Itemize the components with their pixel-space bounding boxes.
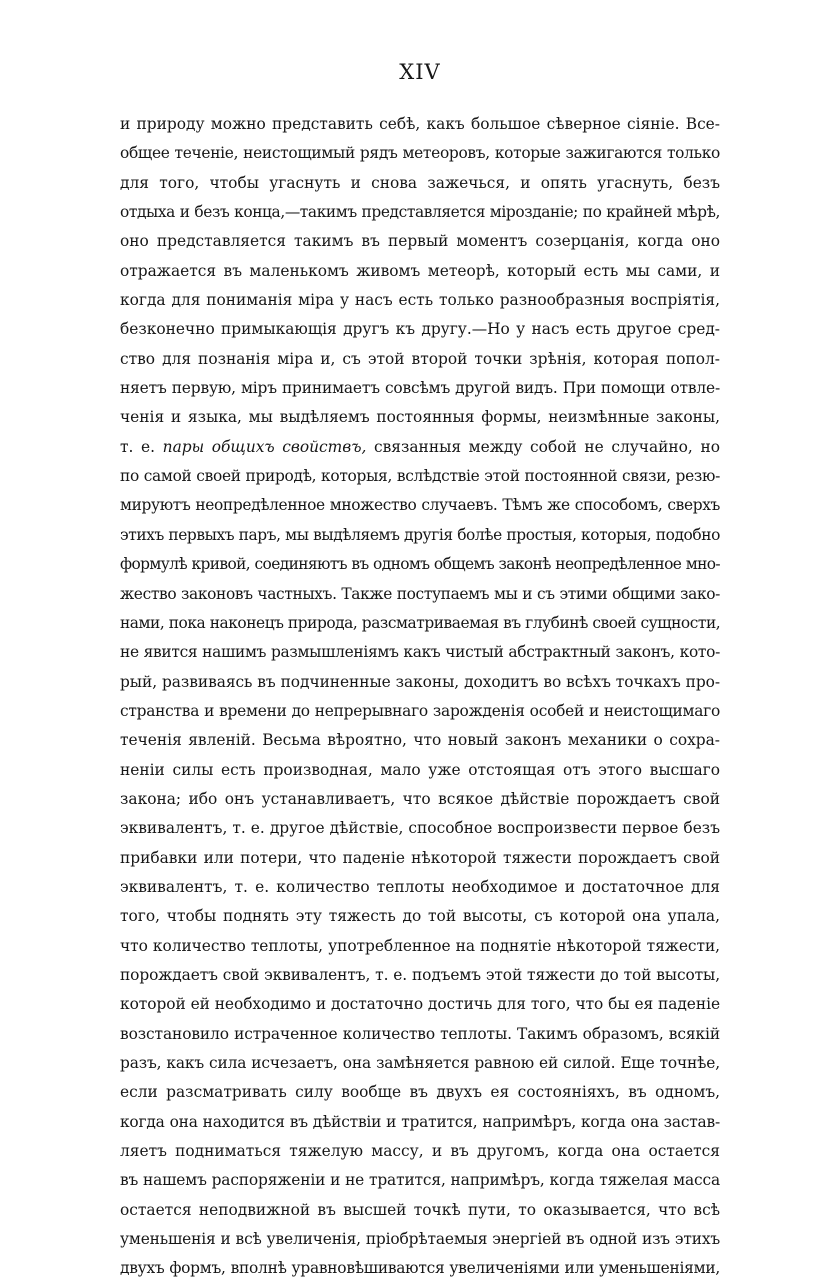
italic-phrase: пары общихъ свойствъ,: [162, 437, 367, 456]
text-line: возстановило истраченное количество теплоты. Такимъ образомъ, всякій: [120, 1024, 720, 1043]
text-line: когда для пониманія міра у насъ есть только разнообразныя воспріятія,: [120, 291, 720, 310]
text-line: эквивалентъ, т. е. количество теплоты необходимое и достаточное для: [120, 877, 720, 896]
text-line: и природу можно представить себѣ, какъ большое сѣверное сіяніе. Все-: [120, 115, 720, 133]
text-line: рый, развиваясь въ подчиненные законы, доходитъ во всѣхъ точкахъ про-: [120, 672, 720, 691]
text-line: няетъ первую, міръ принимаетъ совсѣмъ другой видъ. При помощи отвле-: [120, 379, 720, 398]
text-line: если разсматривать силу вообще въ двухъ ея состояніяхъ, въ одномъ,: [120, 1083, 720, 1102]
body-text: [120, 110, 720, 1284]
text-line: безконечно примыкающія другъ къ другу.—Но у насъ есть другое сред-: [120, 320, 720, 339]
text-line: не явится нашимъ размышленіямъ какъ чистый абстрактный законъ, кото-: [120, 643, 720, 662]
text-line-with-italic: [120, 433, 720, 462]
text-line: остается неподвижной въ высшей точкѣ пути, то оказывается, что всѣ: [120, 1200, 720, 1219]
text-line: которой ей необходимо и достаточно достичь для того, что бы ея паденіе: [120, 995, 720, 1014]
text-line: общее теченіе, неистощимый рядъ метеоровъ, которые зажигаются только: [120, 144, 720, 163]
text-line: что количество теплоты, употребленное на поднятіе нѣкоторой тяжести,: [120, 936, 720, 955]
text-line: отражается въ маленькомъ живомъ метеорѣ, который есть мы сами, и: [120, 261, 720, 280]
text-line: разъ, какъ сила исчезаетъ, она замѣняется равною ей силой. Еще точнѣе,: [120, 1054, 720, 1072]
text-line: двухъ формъ, вполнѣ уравновѣшиваются увеличеніями или уменьшеніями,: [120, 1259, 720, 1278]
text-line: странства и времени до непрерывнаго зарожденія особей и неистощимаго: [120, 701, 720, 720]
text-line: въ нашемъ распоряженіи и не тратится, напримѣръ, когда тяжелая масса: [120, 1171, 720, 1190]
text-line: отдыха и безъ конца,—такимъ представляется мірозданіе; по крайней мѣрѣ,: [120, 203, 720, 222]
text-line: ченія и языка, мы выдѣляемъ постоянныя формы, неизмѣнные законы,: [120, 408, 720, 427]
text-line: того, чтобы поднять эту тяжесть до той высоты, съ которой она упала,: [120, 907, 720, 926]
text-line: закона; ибо онъ устанавливаетъ, что всякое дѣйствіе порождаетъ свой: [120, 789, 720, 808]
text-line: когда она находится въ дѣйствіи и тратится, напримѣръ, когда она застав-: [120, 1112, 720, 1131]
text-fragment: т. е.: [120, 437, 163, 456]
text-line: формулѣ кривой, соединяютъ въ одномъ общемъ законѣ неопредѣленное мно-: [120, 555, 720, 574]
text-line: по самой своей природѣ, которыя, вслѣдствіе этой постоянной связи, резю-: [120, 467, 720, 486]
text-line: нами, пока наконецъ природа, разсматриваемая въ глубинѣ своей сущности,: [120, 613, 721, 632]
page-number: XIV: [399, 60, 441, 84]
text-line: для того, чтобы угаснуть и снова зажечься, и опять угаснуть, безъ: [120, 173, 720, 192]
text-fragment: связанныя между собой не случайно, но: [366, 437, 720, 456]
text-line: оно представляется такимъ въ первый моментъ созерцанія, когда оно: [120, 232, 720, 251]
text-line: ство для познанія міра и, съ этой второй точки зрѣнія, которая попол-: [120, 349, 720, 368]
text-line: этихъ первыхъ паръ, мы выдѣляемъ другія болѣе простыя, которыя, подобно: [120, 525, 720, 544]
text-line: неніи силы есть производная, мало уже отстоящая отъ этого высшаго: [120, 760, 720, 779]
text-line: порождаетъ свой эквивалентъ, т. е. подъемъ этой тяжести до той высоты,: [120, 965, 720, 984]
text-line: прибавки или потери, что паденіе нѣкоторой тяжести порождаетъ свой: [120, 848, 720, 867]
text-line: уменьшенія и всѣ увеличенія, пріобрѣтаемыя энергіей въ одной изъ этихъ: [120, 1230, 720, 1249]
text-line: эквивалентъ, т. е. другое дѣйствіе, способное воспроизвести первое безъ: [120, 819, 720, 838]
text-line: ляетъ подниматься тяжелую массу, и въ другомъ, когда она остается: [120, 1142, 720, 1161]
text-line: мируютъ неопредѣленное множество случаевъ. Тѣмъ же способомъ, сверхъ: [120, 496, 720, 515]
text-line: теченія явленій. Весьма вѣроятно, что новый законъ механики о сохра-: [120, 731, 720, 750]
text-line: жество законовъ частныхъ. Также поступаемъ мы и съ этими общими зако-: [120, 584, 720, 603]
